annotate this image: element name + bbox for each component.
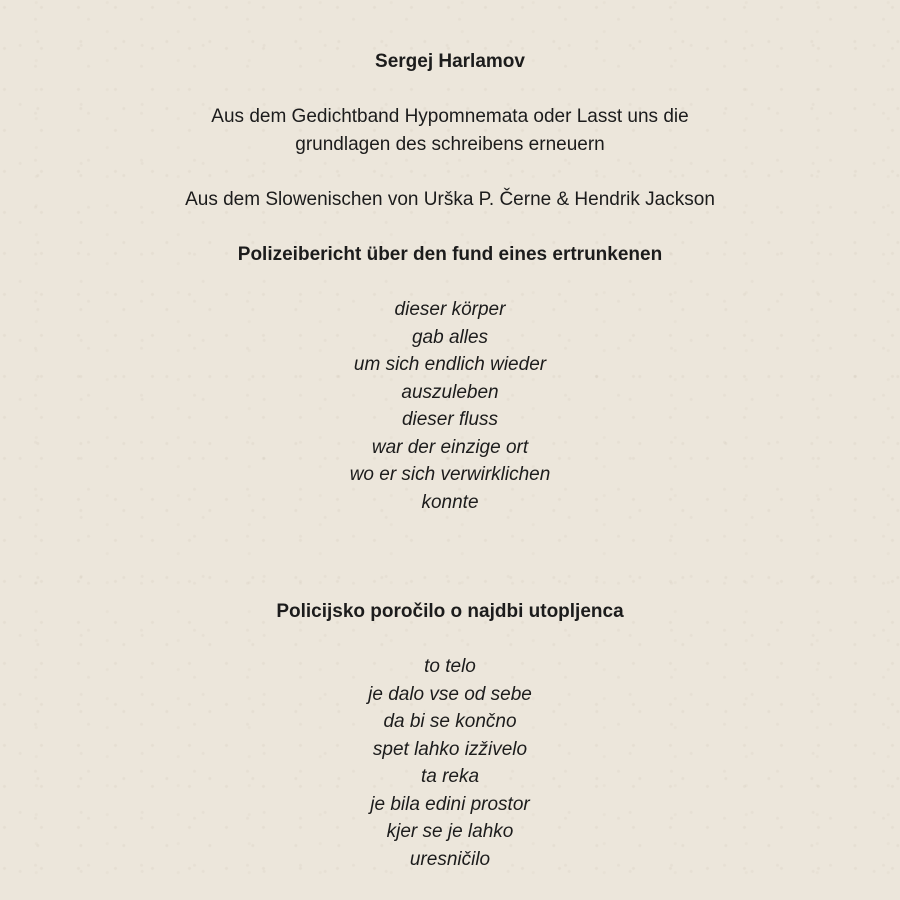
poem-line: wo er sich verwirklichen <box>349 464 551 485</box>
poem-line: da bi se končno <box>383 711 517 732</box>
poem-line: dieser fluss <box>401 409 499 430</box>
poem-line: uresničilo <box>409 848 491 870</box>
author-name: Sergej Harlamov <box>375 51 525 72</box>
poem-line: ta reka <box>420 766 480 787</box>
poem-line: dieser körper <box>394 299 506 320</box>
translation-credit: Aus dem Slowenischen von Urška P. Černe & Hendrik Jackson <box>185 189 715 210</box>
poem-line: auszuleben <box>401 381 499 403</box>
poem-line: je bila edini prostor <box>370 793 530 815</box>
poem-line: spet lahko izživelo <box>372 738 528 760</box>
german-poem-title: Polizeibericht über den fund eines ertrunkenen <box>237 244 663 265</box>
poem-line: konnte <box>421 491 479 513</box>
poem-line: um sich endlich wieder <box>353 354 547 375</box>
poem-line: kjer se je lahko <box>386 821 514 842</box>
poem-line: gab alles <box>411 326 489 348</box>
poem-line: to telo <box>424 656 476 677</box>
poem-line: je dalo vse od sebe <box>368 683 532 705</box>
poem-line: war der einzige ort <box>371 436 529 458</box>
slovenian-poem-title: Policijsko poročilo o najdbi utopljenca <box>276 601 624 622</box>
source-line-1: Aus dem Gedichtband Hypomnemata oder Lasst uns die <box>211 106 689 127</box>
source-line-2: grundlagen des schreibens erneuern <box>295 134 605 155</box>
